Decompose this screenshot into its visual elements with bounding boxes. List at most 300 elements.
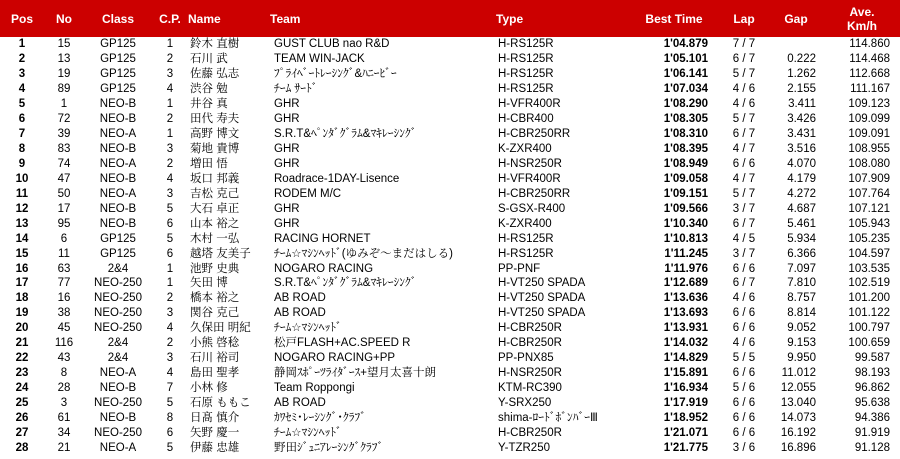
cell-name: 大石 卓正: [190, 202, 240, 215]
cell-no: 89: [57, 83, 71, 96]
header-type: Type: [496, 0, 628, 37]
cell-type: H-NSR250R: [498, 157, 562, 170]
cell-type: H-CBR250RR: [498, 187, 571, 200]
cell-cp: 5: [166, 441, 174, 454]
table-row: [0, 351, 900, 366]
cell-type: H-VT250 SPADA: [498, 292, 586, 305]
cell-ave: 112.668: [849, 68, 890, 81]
cell-class: 2&4: [107, 337, 129, 350]
cell-cp: 4: [166, 367, 174, 380]
cell-lap: 6 / 6: [732, 157, 756, 170]
cell-cp: 2: [166, 113, 174, 126]
cell-ave: 91.919: [854, 426, 890, 439]
cell-type: H-CBR250R: [498, 322, 562, 335]
cell-name: 増田 悟: [190, 157, 228, 170]
cell-ave: 94.386: [854, 411, 890, 424]
cell-team: GHR: [274, 98, 300, 111]
cell-pos: 1: [18, 38, 26, 51]
cell-gap: 4.179: [787, 172, 816, 185]
cell-cp: 4: [166, 83, 174, 96]
cell-best-time: 1'21.775: [663, 441, 708, 454]
header-team: Team: [270, 0, 496, 37]
cell-best-time: 1'10.340: [663, 217, 708, 230]
cell-ave: 95.638: [854, 396, 890, 409]
cell-no: 50: [57, 187, 71, 200]
cell-lap: 3 / 7: [732, 202, 756, 215]
cell-ave: 98.193: [854, 367, 890, 380]
cell-pos: 4: [18, 83, 26, 96]
header-gap: Gap: [768, 0, 824, 37]
cell-cp: 3: [166, 307, 174, 320]
cell-type: S-GSX-R400: [498, 202, 566, 215]
cell-lap: 6 / 6: [732, 322, 756, 335]
cell-type: H-VT250 SPADA: [498, 277, 586, 290]
cell-team: AB ROAD: [274, 292, 326, 305]
cell-name: 高野 博文: [190, 128, 240, 141]
table-row: [0, 127, 900, 142]
cell-best-time: 1'07.034: [663, 83, 708, 96]
cell-ave: 107.764: [848, 187, 890, 200]
cell-type: PP-PNX85: [498, 352, 554, 365]
cell-ave: 114.860: [849, 38, 890, 51]
cell-name: 井谷 真: [190, 98, 228, 111]
cell-gap: 14.073: [780, 411, 816, 424]
cell-class: NEO-250: [94, 396, 142, 409]
cell-lap: 6 / 6: [732, 367, 756, 380]
cell-name: 小熊 啓稔: [190, 337, 240, 350]
cell-lap: 6 / 7: [732, 128, 756, 141]
cell-pos: 21: [15, 337, 29, 350]
cell-team: S.R.T&ﾍﾟﾝﾀﾞｸﾞﾗﾑ&ﾏｷﾚｰｼﾝｸﾞ: [274, 277, 417, 290]
cell-gap: 1.262: [787, 68, 816, 81]
cell-best-time: 1'08.305: [663, 113, 708, 126]
cell-cp: 1: [166, 128, 174, 141]
cell-name: 越塔 友美子: [190, 247, 251, 260]
cell-ave: 108.955: [848, 143, 890, 156]
cell-team: GHR: [274, 113, 300, 126]
cell-name: 坂口 邦義: [190, 172, 240, 185]
cell-best-time: 1'15.891: [663, 367, 708, 380]
table-row: [0, 306, 900, 321]
cell-no: 16: [57, 292, 71, 305]
cell-best-time: 1'10.813: [663, 232, 708, 245]
cell-no: 43: [57, 352, 71, 365]
table-row: [0, 171, 900, 186]
cell-class: GP125: [100, 53, 136, 66]
cell-cp: 1: [166, 262, 174, 275]
cell-name: 石原 ももこ: [190, 396, 251, 409]
cell-ave: 100.659: [848, 337, 890, 350]
cell-lap: 6 / 6: [732, 307, 756, 320]
cell-class: GP125: [100, 232, 136, 245]
cell-class: GP125: [100, 38, 136, 51]
cell-best-time: 1'16.934: [663, 382, 708, 395]
cell-type: Y-SRX250: [498, 396, 552, 409]
cell-lap: 4 / 6: [732, 292, 756, 305]
cell-ave: 103.535: [848, 262, 890, 275]
cell-ave: 101.200: [848, 292, 890, 305]
cell-lap: 7 / 7: [732, 38, 756, 51]
cell-name: 小林 修: [190, 382, 228, 395]
cell-best-time: 1'11.245: [664, 247, 708, 260]
cell-no: 1: [60, 98, 68, 111]
cell-cp: 2: [166, 157, 174, 170]
cell-type: H-RS125R: [498, 38, 554, 51]
cell-ave: 107.909: [848, 172, 890, 185]
cell-pos: 18: [15, 292, 29, 305]
cell-no: 47: [57, 172, 71, 185]
cell-lap: 6 / 6: [732, 262, 756, 275]
cell-team: S.R.T&ﾍﾟﾝﾀﾞｸﾞﾗﾑ&ﾏｷﾚｰｼﾝｸﾞ: [274, 128, 417, 141]
cell-name: 池野 史典: [190, 262, 240, 275]
cell-name: 渋谷 勉: [190, 83, 228, 96]
cell-class: NEO-B: [99, 411, 137, 424]
cell-pos: 6: [18, 113, 26, 126]
cell-class: NEO-A: [99, 128, 137, 141]
cell-no: 15: [57, 38, 71, 51]
cell-class: NEO-B: [99, 98, 137, 111]
cell-team: ﾁｰﾑ☆ﾏｼﾝﾍｯﾄﾞ: [274, 426, 342, 439]
cell-team: ﾌﾟﾗｲﾍﾞｰﾄﾚｰｼﾝｸﾞ&ﾊﾆｰﾋﾞｰ: [274, 68, 397, 81]
cell-best-time: 1'17.919: [663, 396, 708, 409]
cell-lap: 5 / 6: [732, 382, 756, 395]
cell-team: NOGARO RACING+PP: [274, 352, 396, 365]
cell-pos: 11: [15, 187, 29, 200]
cell-name: 木村 一弘: [190, 232, 240, 245]
cell-class: NEO-250: [94, 292, 142, 305]
cell-pos: 25: [15, 396, 29, 409]
cell-pos: 20: [15, 322, 29, 335]
cell-best-time: 1'08.395: [663, 143, 708, 156]
table-row: [0, 216, 900, 231]
cell-name: 矢野 慶一: [190, 426, 240, 439]
table-row: [0, 276, 900, 291]
cell-pos: 27: [15, 426, 29, 439]
cell-name: 橋本 裕之: [190, 292, 240, 305]
cell-class: NEO-A: [99, 157, 137, 170]
cell-name: 佐藤 弘志: [190, 68, 240, 81]
cell-team: RACING HORNET: [274, 232, 371, 245]
cell-team: AB ROAD: [274, 396, 326, 409]
cell-type: K-ZXR400: [498, 143, 552, 156]
cell-class: NEO-B: [99, 172, 137, 185]
cell-gap: 4.687: [787, 202, 816, 215]
cell-no: 38: [57, 307, 71, 320]
header-pos: Pos: [0, 0, 44, 37]
cell-team: 松戸FLASH+AC.SPEED R: [274, 337, 411, 350]
cell-class: GP125: [100, 247, 136, 260]
cell-ave: 109.099: [848, 113, 890, 126]
cell-pos: 15: [15, 247, 29, 260]
cell-type: H-CBR250R: [498, 337, 562, 350]
cell-cp: 5: [166, 202, 174, 215]
cell-name: 吉松 克己: [190, 187, 240, 200]
cell-name: 島田 聖孝: [190, 367, 240, 380]
cell-no: 72: [57, 113, 71, 126]
header-class: Class: [84, 0, 152, 37]
header-no: No: [44, 0, 84, 37]
cell-type: H-VFR400R: [498, 98, 561, 111]
cell-best-time: 1'09.058: [663, 172, 708, 185]
cell-lap: 3 / 6: [732, 441, 756, 454]
cell-best-time: 1'13.931: [663, 322, 708, 335]
cell-name: 山本 裕之: [190, 217, 240, 230]
cell-type: H-CBR250R: [498, 426, 562, 439]
cell-class: NEO-250: [94, 322, 142, 335]
cell-team: GHR: [274, 157, 300, 170]
cell-class: NEO-250: [94, 307, 142, 320]
cell-type: Y-TZR250: [498, 441, 550, 454]
cell-no: 6: [60, 232, 68, 245]
cell-no: 34: [57, 426, 71, 439]
cell-best-time: 1'09.151: [663, 187, 708, 200]
cell-pos: 5: [18, 98, 26, 111]
cell-best-time: 1'08.949: [663, 157, 708, 170]
cell-class: 2&4: [107, 262, 129, 275]
cell-cp: 5: [166, 396, 174, 409]
cell-no: 83: [57, 143, 71, 156]
table-row: [0, 142, 900, 157]
cell-lap: 5 / 7: [732, 113, 756, 126]
cell-ave: 108.080: [848, 157, 890, 170]
cell-no: 17: [57, 202, 71, 215]
cell-no: 77: [57, 277, 71, 290]
cell-name: 鈴木 直樹: [190, 38, 240, 51]
cell-ave: 111.167: [850, 83, 890, 96]
cell-ave: 96.862: [854, 382, 890, 395]
cell-lap: 4 / 5: [732, 232, 756, 245]
cell-gap: 11.012: [781, 367, 816, 380]
cell-no: 13: [57, 53, 71, 66]
table-row: [0, 186, 900, 201]
cell-ave: 101.122: [848, 307, 890, 320]
table-row: [0, 97, 900, 112]
cell-type: H-RS125R: [498, 68, 554, 81]
cell-gap: 9.950: [787, 352, 816, 365]
table-row: [0, 410, 900, 425]
cell-class: NEO-B: [99, 143, 137, 156]
cell-gap: 5.461: [787, 217, 816, 230]
cell-team: 野田ｼﾞｭﾆｱﾚｰｼﾝｸﾞｸﾗﾌﾞ: [274, 441, 384, 454]
cell-team: Roadrace-1DAY-Lisence: [274, 172, 400, 185]
cell-type: H-VFR400R: [498, 172, 561, 185]
cell-name: 菊地 貴博: [190, 143, 240, 156]
cell-gap: 7.097: [787, 262, 816, 275]
cell-ave: 91.128: [854, 441, 890, 454]
table-row: [0, 396, 900, 411]
cell-lap: 5 / 7: [732, 68, 756, 81]
table-row: [0, 336, 900, 351]
cell-class: NEO-250: [94, 277, 142, 290]
table-row: [0, 52, 900, 67]
cell-cp: 3: [166, 143, 174, 156]
cell-gap: 8.757: [787, 292, 816, 305]
cell-gap: 2.155: [787, 83, 816, 96]
header-lap: Lap: [720, 0, 768, 37]
cell-name: 石川 裕司: [190, 352, 240, 365]
cell-type: H-RS125R: [498, 247, 554, 260]
cell-ave: 109.091: [848, 128, 890, 141]
cell-pos: 12: [15, 202, 29, 215]
cell-cp: 6: [166, 247, 174, 260]
table-row: [0, 381, 900, 396]
cell-cp: 3: [166, 68, 174, 81]
cell-best-time: 1'14.829: [663, 352, 708, 365]
cell-type: K-ZXR400: [498, 217, 552, 230]
cell-class: NEO-B: [99, 382, 137, 395]
cell-no: 116: [54, 337, 74, 350]
cell-team: TEAM WIN-JACK: [274, 53, 365, 66]
cell-pos: 26: [15, 411, 29, 424]
cell-class: GP125: [100, 83, 136, 96]
cell-type: H-NSR250R: [498, 367, 562, 380]
cell-pos: 28: [15, 441, 29, 454]
cell-gap: 12.055: [780, 382, 816, 395]
cell-no: 3: [60, 396, 68, 409]
cell-best-time: 1'06.141: [663, 68, 708, 81]
cell-type: H-RS125R: [498, 53, 554, 66]
cell-cp: 6: [166, 217, 174, 230]
cell-gap: 13.040: [780, 396, 816, 409]
cell-pos: 9: [18, 157, 26, 170]
cell-ave: 109.123: [848, 98, 890, 111]
cell-cp: 3: [166, 187, 174, 200]
table-row: [0, 201, 900, 216]
table-row: [0, 67, 900, 82]
cell-cp: 4: [166, 172, 174, 185]
cell-name: 矢田 博: [190, 277, 228, 290]
table-row: [0, 261, 900, 276]
cell-ave: 114.468: [849, 53, 890, 66]
cell-pos: 13: [15, 217, 29, 230]
cell-no: 45: [57, 322, 71, 335]
cell-gap: 0.222: [787, 53, 816, 66]
cell-class: NEO-A: [99, 187, 137, 200]
cell-ave: 104.597: [848, 247, 890, 260]
cell-cp: 7: [166, 382, 174, 395]
cell-gap: 7.810: [787, 277, 816, 290]
cell-gap: 8.814: [787, 307, 816, 320]
cell-type: PP-PNF: [498, 262, 541, 275]
cell-lap: 5 / 7: [732, 187, 756, 200]
cell-gap: [768, 37, 824, 52]
cell-lap: 6 / 6: [732, 426, 756, 439]
cell-pos: 14: [15, 232, 29, 245]
table-row: [0, 112, 900, 127]
cell-gap: 4.272: [787, 187, 816, 200]
table-row: [0, 231, 900, 246]
cell-class: GP125: [100, 68, 136, 81]
cell-team: AB ROAD: [274, 307, 326, 320]
cell-cp: 4: [166, 322, 174, 335]
cell-gap: 5.934: [787, 232, 816, 245]
cell-class: NEO-B: [99, 202, 137, 215]
cell-cp: 8: [166, 411, 174, 424]
table-row: [0, 425, 900, 440]
cell-ave: 107.121: [848, 202, 890, 215]
header-ave-unit: Km/h: [847, 18, 877, 33]
cell-best-time: 1'05.101: [663, 53, 708, 66]
cell-lap: 4 / 6: [732, 83, 756, 96]
cell-no: 19: [57, 68, 71, 81]
cell-gap: 3.426: [787, 113, 816, 126]
cell-team: ﾁｰﾑ☆ﾏｼﾝﾍｯﾄﾞ(ゆみぞ～まだはしる): [274, 247, 453, 260]
cell-lap: 5 / 5: [732, 352, 756, 365]
cell-lap: 3 / 7: [732, 247, 756, 260]
cell-type: H-RS125R: [498, 83, 554, 96]
cell-cp: 3: [166, 352, 174, 365]
cell-name: 石川 武: [190, 53, 228, 66]
cell-team: Team Roppongi: [274, 382, 355, 395]
cell-pos: 2: [18, 53, 26, 66]
cell-cp: 2: [166, 337, 174, 350]
cell-lap: 4 / 7: [732, 172, 756, 185]
cell-cp: 2: [166, 53, 174, 66]
table-row: [0, 366, 900, 381]
cell-lap: 4 / 6: [732, 337, 756, 350]
table-row: [0, 291, 900, 306]
cell-best-time: 1'12.689: [663, 277, 708, 290]
cell-ave: 105.943: [848, 217, 890, 230]
cell-name: 関谷 克己: [190, 307, 240, 320]
table-row: [0, 82, 900, 97]
cell-class: NEO-B: [99, 217, 137, 230]
cell-pos: 19: [15, 307, 29, 320]
cell-cp: 2: [166, 292, 174, 305]
table-row: [0, 246, 900, 261]
cell-class: NEO-A: [99, 441, 137, 454]
header-name: Name: [188, 0, 270, 37]
cell-name: 久保田 明紀: [190, 322, 251, 335]
cell-type: H-VT250 SPADA: [498, 307, 586, 320]
cell-team: GHR: [274, 202, 300, 215]
cell-class: NEO-B: [99, 113, 137, 126]
table-row: [0, 157, 900, 172]
header-cp: C.P.: [152, 0, 188, 37]
cell-best-time: 1'14.032: [663, 337, 708, 350]
cell-pos: 10: [15, 172, 29, 185]
cell-name: 日髙 慎介: [190, 411, 240, 424]
cell-best-time: 1'18.952: [663, 411, 708, 424]
cell-lap: 6 / 7: [732, 277, 756, 290]
cell-lap: 6 / 6: [732, 396, 756, 409]
cell-pos: 3: [18, 68, 26, 81]
cell-lap: 6 / 7: [732, 53, 756, 66]
cell-name: 田代 寿夫: [190, 113, 240, 126]
cell-pos: 17: [15, 277, 29, 290]
cell-type: KTM-RC390: [498, 382, 562, 395]
table-row: [0, 321, 900, 336]
cell-type: H-CBR400: [498, 113, 554, 126]
cell-lap: 4 / 7: [732, 143, 756, 156]
cell-team: GHR: [274, 143, 300, 156]
cell-name: 伊藤 忠雄: [190, 441, 240, 454]
cell-gap: 16.192: [780, 426, 816, 439]
cell-no: 8: [60, 367, 68, 380]
cell-class: 2&4: [107, 352, 129, 365]
cell-best-time: 1'04.879: [663, 38, 708, 51]
cell-no: 28: [57, 382, 71, 395]
cell-best-time: 1'21.071: [663, 426, 708, 439]
cell-team: GHR: [274, 217, 300, 230]
cell-team: RODEM M/C: [274, 187, 342, 200]
cell-gap: 9.052: [787, 322, 816, 335]
cell-type: H-CBR250RR: [498, 128, 571, 141]
cell-no: 95: [57, 217, 71, 230]
cell-no: 21: [57, 441, 71, 454]
cell-cp: 1: [166, 277, 174, 290]
cell-lap: 6 / 6: [732, 411, 756, 424]
